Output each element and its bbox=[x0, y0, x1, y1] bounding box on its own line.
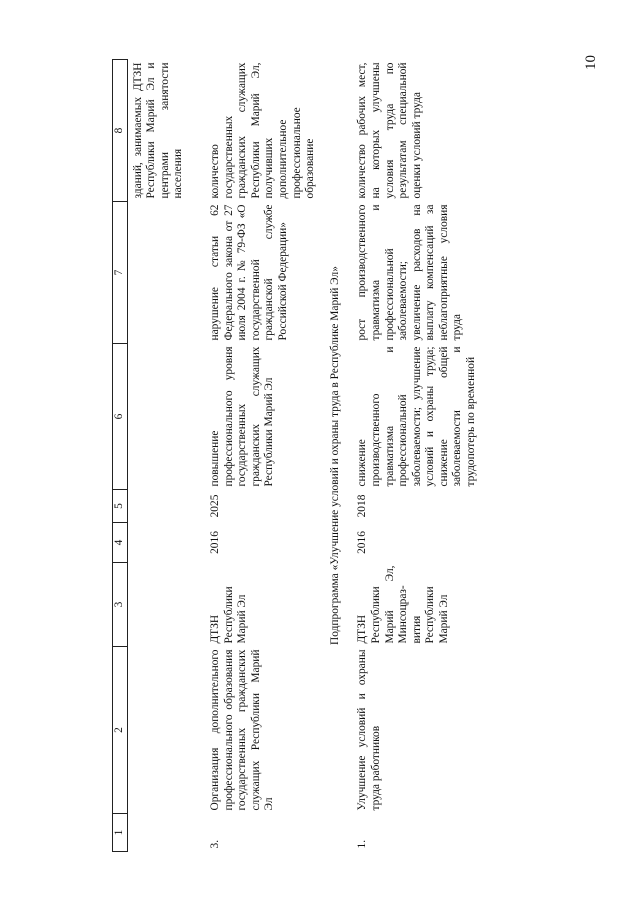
executor-cell: ДТЗН Республики Марий Эл bbox=[208, 586, 249, 644]
expected-result-cell: снижение производственного травматизма и профессиональной заболеваемости; улучшение условий и охраны труда; снижение общей заболеваемости и трудопотерь по временной bbox=[356, 346, 478, 487]
indicator-cell: количество государственных гражданских служащих Республики Марий Эл, получивших дополнительное профессиональное образование bbox=[208, 62, 317, 199]
subprogram-row bbox=[319, 60, 351, 852]
measure-name-cell: Организация дополнительного профессионального образования государственных гражданских служащих Республики Марий Эл bbox=[208, 649, 276, 811]
col-header: 5 bbox=[113, 490, 128, 523]
col-header: 8 bbox=[113, 60, 128, 202]
start-year-cell: 2016 bbox=[356, 531, 369, 554]
end-year-cell: 2018 bbox=[356, 494, 369, 518]
table-row bbox=[187, 60, 319, 852]
measure-name-cell: Улучшение условий и охраны труда работников bbox=[356, 649, 382, 811]
row-number: 3. bbox=[208, 839, 221, 849]
col-header: 7 bbox=[113, 202, 128, 344]
col-header: 2 bbox=[113, 647, 128, 814]
end-year-cell: 2025 bbox=[208, 494, 221, 518]
col-header: 3 bbox=[113, 563, 128, 647]
consequence-cell: нарушение статьи 62 Федерального закона от 27 июля 2004 г. № 79-ФЗ «О государственной гражданской службе Российской Федерации» bbox=[208, 204, 289, 341]
page-number: 10 bbox=[583, 55, 599, 70]
expected-result-cell: повышение профессионального уровня государственных гражданских служащих Республики Марий Эл bbox=[208, 346, 276, 487]
indicator-cell: зданий, занимаемых ДТЗН Республики Марий Эл и центрами занятости населения bbox=[131, 62, 185, 199]
col-header: 1 bbox=[113, 814, 128, 852]
landscape-page bbox=[112, 60, 490, 852]
subprogram-title: Подпрограмма «Улучшение условий и охраны труда в Республике Марий Эл» bbox=[328, 266, 341, 645]
table-row bbox=[350, 60, 479, 852]
column-number-header bbox=[113, 60, 128, 852]
indicator-cell: количество рабочих мест, на которых улучшены условия труда по результатам специальной оценки условий труда bbox=[356, 62, 423, 199]
start-year-cell: 2016 bbox=[208, 531, 221, 554]
consequence-cell: рост производственного травматизма и профессиональной заболеваемости; увеличение расходов на выплату компенсаций за неблагоприятные условия труда bbox=[356, 204, 464, 341]
col-header: 4 bbox=[113, 523, 128, 563]
continuation-row bbox=[127, 60, 187, 852]
col-header: 6 bbox=[113, 344, 128, 490]
row-number: 1. bbox=[356, 839, 369, 849]
executor-cell: ДТЗН Республики Марий Эл, Минсоцраз- вития Республики Марий Эл bbox=[356, 565, 450, 644]
program-table bbox=[112, 59, 480, 852]
